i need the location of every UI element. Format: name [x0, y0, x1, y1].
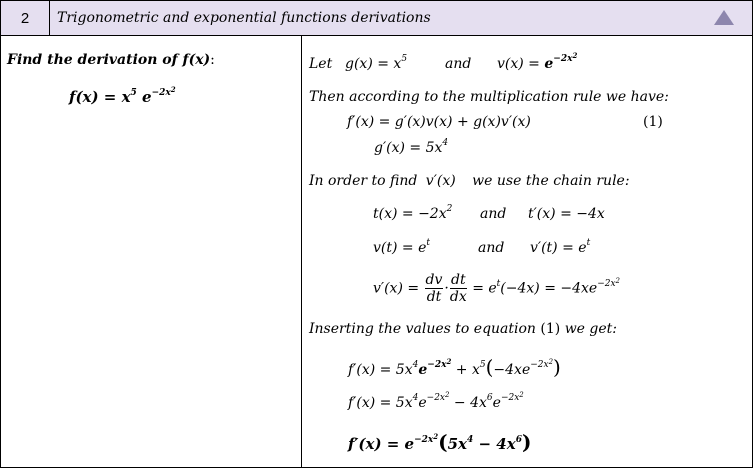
- chain-text-2: we use the chain rule:: [472, 173, 630, 189]
- multiply-dot: ·: [444, 280, 449, 297]
- r1-c: −4xe: [493, 362, 531, 378]
- v-prime-of-t-power: t: [586, 238, 591, 248]
- r2-e2-square: 2: [519, 391, 524, 399]
- dt-dx-fraction: [450, 272, 467, 305]
- r1-e-square: 2: [446, 357, 452, 366]
- v-prime-rhs-1: = e: [472, 280, 497, 297]
- r3-a: f′(x) = e: [348, 435, 415, 453]
- r3-b: 5x: [447, 435, 468, 453]
- r1-close-paren: ): [553, 355, 561, 379]
- r2-a: f′(x) = 5x: [348, 395, 413, 411]
- final-answer: [348, 430, 531, 454]
- r3-square: 2: [433, 432, 439, 441]
- prompt-fx: f(x): [182, 52, 211, 68]
- r1-e-exponent: −2x: [427, 360, 447, 370]
- table-header: [1, 1, 752, 36]
- v-of-t-power: t: [426, 238, 430, 248]
- g-def-power: 5: [401, 54, 408, 64]
- r3-c: − 4x: [473, 435, 516, 453]
- g-prime-text: g′(x) = 5x: [374, 140, 443, 156]
- r1-a-power: 4: [412, 360, 419, 370]
- v-def-exponent: −2x: [553, 54, 573, 64]
- r2-b: − 4x: [449, 395, 487, 411]
- chain-text-1: In order to find: [309, 173, 418, 189]
- problem-function: [69, 85, 176, 106]
- r3-exponent: −2x: [414, 435, 434, 445]
- chain-rule-sentence: [309, 173, 630, 189]
- r2-e-exponent: −2x: [426, 393, 445, 403]
- v-def-exponent-square: 2: [572, 51, 578, 60]
- and-label-3: and: [478, 240, 505, 256]
- r1-a: f′(x) = 5x: [348, 362, 413, 378]
- solution-column: [302, 36, 752, 467]
- v-prime-rhs-2-exponent: −2x: [597, 278, 616, 289]
- t-prime-equation: t′(x) = −4x: [528, 206, 605, 222]
- t-def-text: t(x) = −2x: [373, 206, 447, 222]
- function-exponent-square: 2: [170, 85, 176, 94]
- inserting-sentence: [309, 321, 617, 337]
- r3-open-paren: (: [438, 430, 448, 454]
- dv-numerator: dv: [425, 272, 443, 288]
- product-rule-equation: f′(x) = g′(x)v(x) + g(x)v′(x): [347, 114, 531, 130]
- function-e: e: [142, 88, 152, 106]
- result-line-2: [348, 391, 524, 411]
- dx-denominator: dx: [449, 289, 467, 305]
- r1-c-exponent: −2x: [530, 360, 549, 370]
- v-prime-of-t-text: v′(t) = e: [530, 240, 587, 256]
- r2-e2-exponent: −2x: [500, 393, 520, 403]
- r2-b-power: 6: [486, 393, 493, 403]
- dv-dt-fraction: [425, 272, 444, 305]
- r2-a-power: 4: [412, 393, 419, 403]
- r2-e: e: [418, 395, 427, 411]
- v-prime-rhs-2-square: 2: [615, 276, 620, 285]
- r1-b-power: 5: [479, 360, 486, 370]
- g-prime-power: 4: [442, 138, 449, 148]
- insert-text-1: Inserting the values to equation: [309, 321, 536, 337]
- collapse-triangle-icon[interactable]: [714, 10, 734, 25]
- result-line-1: [348, 355, 561, 379]
- equation-number: (1): [643, 114, 663, 130]
- r3-b-power: 4: [467, 435, 474, 445]
- t-def-power: 2: [446, 204, 453, 214]
- r1-e: e: [418, 362, 428, 378]
- let-label: Let: [309, 56, 333, 72]
- v-prime-chain-equation: [373, 272, 620, 305]
- prompt-text: Find the derivation of: [7, 52, 178, 68]
- g-definition: [345, 56, 407, 72]
- chain-v-prime: v′(x): [425, 173, 456, 189]
- v-def-text: v(x) =: [497, 56, 545, 72]
- dt-numerator: dt: [451, 272, 466, 288]
- r1-c-square: 2: [548, 358, 554, 366]
- v-of-t-definition: [373, 240, 430, 256]
- r2-e-square: 2: [445, 391, 450, 399]
- prompt-colon: :: [210, 52, 215, 68]
- let-line: [309, 56, 332, 72]
- problem-prompt: [7, 52, 215, 68]
- r1-b: + x: [451, 362, 480, 378]
- v-of-t-text: v(t) = e: [373, 240, 427, 256]
- v-def-e: e: [544, 56, 554, 72]
- and-label-1: and: [445, 56, 472, 72]
- and-label-2: and: [480, 206, 507, 222]
- g-def-text: g(x) = x: [345, 56, 402, 72]
- rule-sentence: Then according to the multiplication rule we have:: [309, 89, 669, 105]
- r3-close-paren: ): [521, 430, 532, 454]
- v-prime-lhs: v′(x) =: [373, 280, 420, 297]
- r3-c-power: 6: [515, 435, 522, 445]
- r2-e2: e: [492, 395, 501, 411]
- section-title: Trigonometric and exponential functions derivations: [57, 10, 431, 26]
- t-definition: [373, 206, 452, 222]
- v-prime-rhs-2: (−4x) = −4xe: [500, 280, 598, 297]
- v-prime-rhs-1-power: t: [496, 278, 501, 289]
- problem-column: [1, 36, 302, 467]
- function-power: 5: [130, 88, 137, 98]
- function-lhs: f(x) = x: [69, 88, 131, 106]
- insert-text-2: we get:: [564, 321, 618, 337]
- v-definition: [497, 51, 578, 72]
- dt-denominator: dt: [426, 289, 442, 305]
- r1-open-paren: (: [485, 355, 494, 379]
- g-prime-equation: [374, 140, 448, 156]
- problem-number: 2: [1, 1, 50, 35]
- insert-eq-ref: (1): [540, 321, 561, 337]
- function-exponent: −2x: [151, 88, 171, 98]
- v-prime-of-t-equation: [530, 240, 590, 256]
